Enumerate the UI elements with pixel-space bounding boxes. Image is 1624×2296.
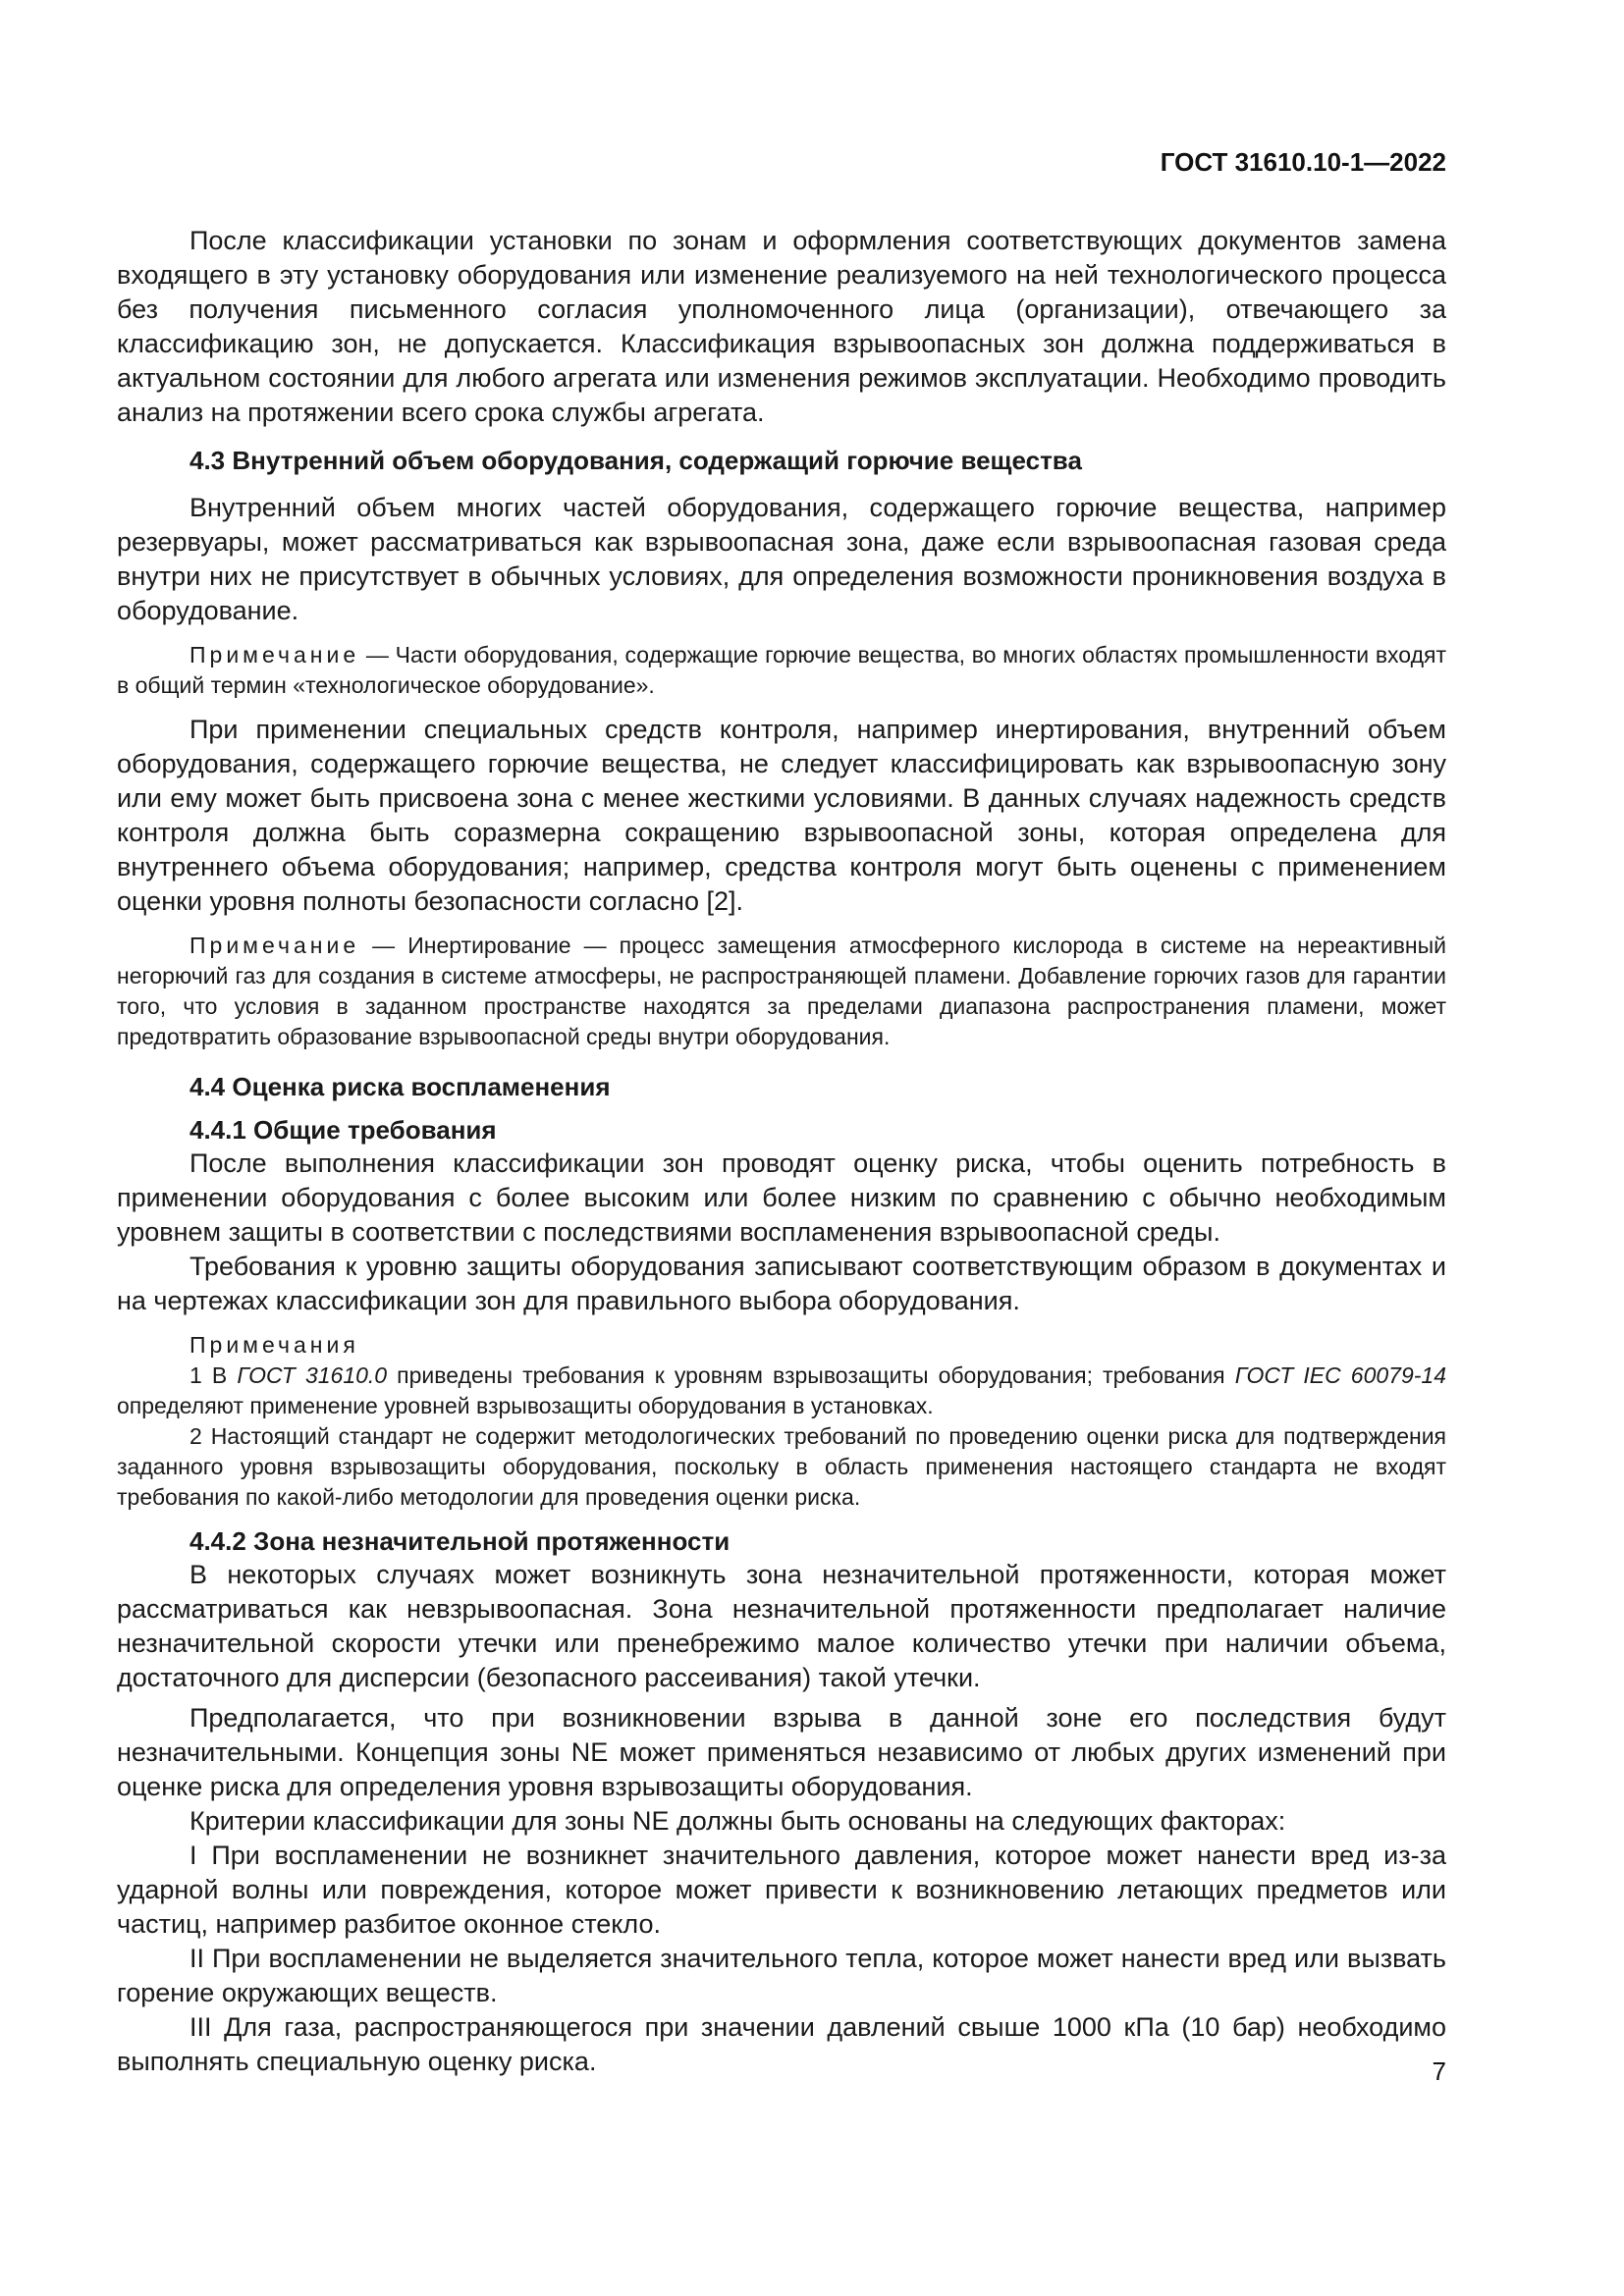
note-label: Примечание [189, 933, 360, 958]
section-4-4-1-paragraph-2: Требования к уровню защиты оборудования записывают соответствующим образом в документах и на чертежах классификации зон для правильного выбора оборудования. [117, 1252, 1446, 1315]
section-4-4-1-heading: 4.4.1 Общие требования [189, 1115, 497, 1145]
section-4-4-2-heading: 4.4.2 Зона незначительной протяженности [189, 1526, 731, 1556]
note-text: — Части оборудования, содержащие горючие вещества, во многих областях промышленности входят в общий термин «технологическое оборудование». [117, 642, 1446, 698]
note-text: — Инертирование — процесс замещения атмосферного кислорода в системе на нереактивный негорючий газ для создания в системе атмосферы, не распространяющей пламени. Добавление горючих газов для гарантии того, что условия в заданном пространстве находятся за пределами диапазона распространения пламени, может предотвратить образование взрывоопасной среды внутри оборудования. [117, 933, 1446, 1049]
notes-title: Примечания [189, 1332, 359, 1358]
criteria-item-2: II При воспламенении не выделяется значительного тепла, которое может нанести вред или вызвать горение окружающих веществ. [117, 1944, 1446, 2007]
note-label: Примечание [189, 642, 360, 667]
note-text: определяют применение уровней взрывозащиты оборудования в установках. [117, 1393, 934, 1418]
standard-reference-link: ГОСТ IEC 60079-14 [1234, 1362, 1446, 1388]
document-body [117, 224, 1446, 2079]
section-4-4-1-note-1 [117, 1361, 1446, 1421]
section-4-4-heading: 4.4 Оценка риска воспламенения [189, 1072, 611, 1101]
section-4-4-2-paragraph-2: Предполагается, что при возникновении взрыва в данной зоне его последствия будут незначительными. Концепция зоны NE может применяться независимо от любых других изменений при оценке риска для определения уровня взрывозащиты оборудования. [117, 1703, 1446, 1801]
criteria-item-3: III Для газа, распространяющегося при значении давлений свыше 1000 кПа (10 бар) необходимо выполнять специальную оценку риска. [117, 2012, 1446, 2076]
criteria-item-1: I При воспламенении не возникнет значительного давления, которое может нанести вред из-за ударной волны или повреждения, которое может привести к возникновению летающих предметов или частиц, например разбитое оконное стекло. [117, 1841, 1446, 1939]
section-4-3-note-2 [117, 931, 1446, 1052]
document-id: ГОСТ 31610.10-1—2022 [1160, 147, 1446, 177]
standard-reference-link: ГОСТ 31610.0 [237, 1362, 388, 1388]
section-4-3-heading: 4.3 Внутренний объем оборудования, содержащий горючие вещества [189, 446, 1082, 475]
note-number: 1 В [189, 1362, 238, 1388]
intro-paragraph: После классификации установки по зонам и оформления соответствующих документов замена входящего в эту установку оборудования или изменение реализуемого на ней технологического процесса без получения письменного согласия уполномоченного лица (организации), отвечающего за классификацию зон, не допускается. Классификация взрывоопасных зон должна поддерживаться в актуальном состоянии для любого агрегата или изменения режимов эксплуатации. Необходимо проводить анализ на протяжении всего срока службы агрегата. [117, 226, 1446, 427]
section-4-4-2-paragraph-3: Критерии классификации для зоны NE должны быть основаны на следующих факторах: [189, 1806, 1286, 1836]
section-4-4-1-paragraph-1: После выполнения классификации зон проводят оценку риска, чтобы оценить потребность в применении оборудования с более высоким или более низким по сравнению с обычно необходимым уровнем защиты в соответствии с последствиями воспламенения взрывоопасной среды. [117, 1148, 1446, 1247]
section-4-3-note-1 [117, 640, 1446, 701]
section-4-3-paragraph-1: Внутренний объем многих частей оборудования, содержащего горючие вещества, например резервуары, может рассматриваться как взрывоопасная зона, даже если взрывоопасная газовая среда внутри них не присутствует в обычных условиях, для определения возможности проникновения воздуха в оборудование. [117, 493, 1446, 625]
section-4-3-paragraph-2: При применении специальных средств контроля, например инертирования, внутренний объем оборудования, содержащего горючие вещества, не следует классифицировать как взрывоопасную зону или ему может быть присвоена зона с менее жесткими условиями. В данных случаях надежность средств контроля должна быть соразмерна сокращению взрывоопасной зоны, которая определена для внутреннего объема оборудования; например, средства контроля могут быть оценены с применением оценки уровня полноты безопасности согласно [2]. [117, 715, 1446, 916]
section-4-4-1-note-2: 2 Настоящий стандарт не содержит методологических требований по проведению оценки риска для подтверждения заданного уровня взрывозащиты оборудования, поскольку в область применения настоящего стандарта не входят требования по какой-либо методологии для проведения оценки риска. [117, 1423, 1446, 1510]
page-number: 7 [1432, 2056, 1446, 2086]
note-text: приведены требования к уровням взрывозащиты оборудования; требования [387, 1362, 1235, 1388]
section-4-4-2-paragraph-1: В некоторых случаях может возникнуть зона незначительной протяженности, которая может рассматриваться как невзрывоопасная. Зона незначительной протяженности предполагает наличие незначительной скорости утечки или пренебрежимо малое количество утечки при наличии объема, достаточного для дисперсии (безопасного рассеивания) такой утечки. [117, 1560, 1446, 1692]
